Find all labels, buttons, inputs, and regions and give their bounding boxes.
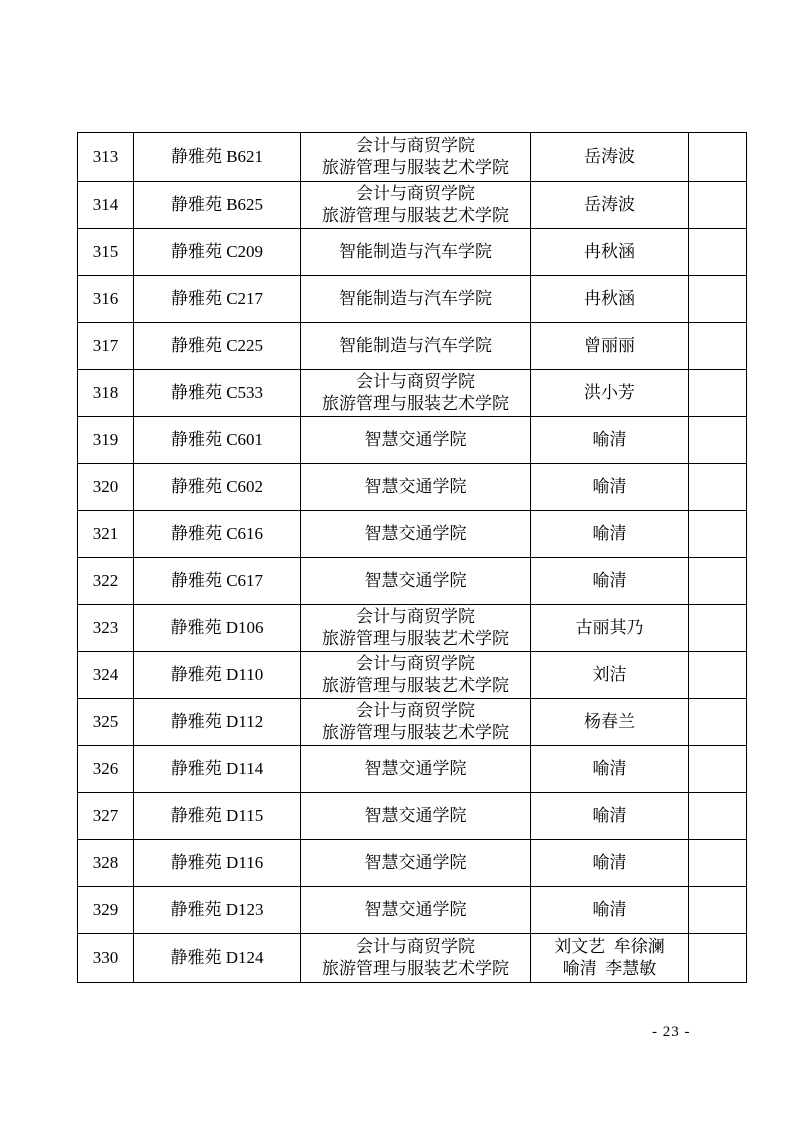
cell-remark [689, 229, 747, 276]
cell-college-line: 旅游管理与服装艺术学院 [322, 394, 509, 413]
cell-remark [689, 133, 747, 182]
table-row [78, 840, 747, 887]
table-row [78, 464, 747, 511]
cell-teacher [531, 840, 689, 887]
table-row [78, 699, 747, 746]
table-row [78, 511, 747, 558]
cell-college-line: 会计与商贸学院 [356, 607, 475, 626]
cell-teacher-line: 古丽其乃 [575, 618, 644, 637]
table-row [78, 229, 747, 276]
cell-remark [689, 699, 747, 746]
cell-number: 326 [78, 746, 134, 793]
cell-remark [689, 464, 747, 511]
cell-room: 静雅苑 B621 [134, 133, 301, 182]
cell-teacher-line: 刘洁 [592, 665, 627, 684]
cell-college [301, 323, 531, 370]
cell-college [301, 699, 531, 746]
cell-remark [689, 605, 747, 652]
cell-college-line: 会计与商贸学院 [356, 372, 475, 391]
cell-teacher-line: 岳涛波 [584, 195, 635, 214]
cell-teacher [531, 793, 689, 840]
cell-number: 320 [78, 464, 134, 511]
cell-teacher-line: 冉秋涵 [584, 242, 635, 261]
table-row [78, 133, 747, 182]
cell-college [301, 276, 531, 323]
table-row [78, 417, 747, 464]
cell-remark [689, 558, 747, 605]
cell-remark [689, 934, 747, 983]
cell-college-line: 智慧交通学院 [364, 806, 467, 825]
table-row [78, 370, 747, 417]
cell-teacher [531, 276, 689, 323]
cell-room: 静雅苑 D124 [134, 934, 301, 983]
cell-room: 静雅苑 C617 [134, 558, 301, 605]
cell-college-line: 智慧交通学院 [364, 571, 467, 590]
cell-remark [689, 511, 747, 558]
page-number: - 23 - [652, 1024, 691, 1040]
cell-room: 静雅苑 C217 [134, 276, 301, 323]
cell-room: 静雅苑 C533 [134, 370, 301, 417]
cell-teacher-line: 喻清 [592, 853, 627, 872]
cell-college-line: 旅游管理与服装艺术学院 [322, 158, 509, 177]
cell-teacher [531, 746, 689, 793]
cell-teacher-line: 喻清 [592, 524, 627, 543]
cell-room: 静雅苑 D115 [134, 793, 301, 840]
table-row [78, 182, 747, 229]
cell-remark [689, 417, 747, 464]
cell-college-line: 旅游管理与服装艺术学院 [322, 629, 509, 648]
cell-number: 315 [78, 229, 134, 276]
cell-number: 328 [78, 840, 134, 887]
cell-room: 静雅苑 D116 [134, 840, 301, 887]
cell-college [301, 133, 531, 182]
cell-number: 329 [78, 887, 134, 934]
cell-teacher-line: 喻清 [592, 759, 627, 778]
cell-room: 静雅苑 C225 [134, 323, 301, 370]
cell-college [301, 464, 531, 511]
cell-remark [689, 793, 747, 840]
cell-teacher [531, 417, 689, 464]
cell-college-line: 智能制造与汽车学院 [339, 242, 492, 261]
cell-college-line: 会计与商贸学院 [356, 184, 475, 203]
cell-number: 317 [78, 323, 134, 370]
cell-teacher-line: 岳涛波 [584, 147, 635, 166]
cell-college-line: 会计与商贸学院 [356, 654, 475, 673]
cell-teacher [531, 699, 689, 746]
cell-college [301, 370, 531, 417]
cell-teacher [531, 229, 689, 276]
cell-college-line: 智慧交通学院 [364, 430, 467, 449]
cell-college [301, 605, 531, 652]
cell-remark [689, 370, 747, 417]
cell-room: 静雅苑 D123 [134, 887, 301, 934]
cell-college [301, 558, 531, 605]
cell-college-line: 旅游管理与服装艺术学院 [322, 676, 509, 695]
cell-teacher [531, 558, 689, 605]
table-row [78, 605, 747, 652]
cell-teacher [531, 934, 689, 983]
cell-number: 314 [78, 182, 134, 229]
cell-teacher-line: 冉秋涵 [584, 289, 635, 308]
cell-remark [689, 652, 747, 699]
cell-college-line: 智慧交通学院 [364, 477, 467, 496]
cell-number: 323 [78, 605, 134, 652]
cell-teacher-line: 喻清 [592, 806, 627, 825]
cell-teacher [531, 652, 689, 699]
cell-remark [689, 840, 747, 887]
cell-college-line: 智慧交通学院 [364, 759, 467, 778]
cell-college-line: 会计与商贸学院 [356, 701, 475, 720]
cell-number: 327 [78, 793, 134, 840]
cell-college [301, 793, 531, 840]
cell-college-line: 智慧交通学院 [364, 853, 467, 872]
cell-teacher [531, 370, 689, 417]
table-row [78, 887, 747, 934]
cell-college-line: 智能制造与汽车学院 [339, 289, 492, 308]
cell-room: 静雅苑 D106 [134, 605, 301, 652]
cell-college [301, 746, 531, 793]
cell-remark [689, 276, 747, 323]
cell-teacher-line: 曾丽丽 [584, 336, 635, 355]
cell-teacher-line: 杨春兰 [584, 712, 635, 731]
cell-remark [689, 746, 747, 793]
cell-teacher-line: 洪小芳 [584, 383, 635, 402]
cell-teacher [531, 133, 689, 182]
cell-room: 静雅苑 B625 [134, 182, 301, 229]
cell-college-line: 旅游管理与服装艺术学院 [322, 959, 509, 978]
cell-number: 330 [78, 934, 134, 983]
cell-room: 静雅苑 C601 [134, 417, 301, 464]
cell-teacher [531, 182, 689, 229]
cell-remark [689, 887, 747, 934]
table-row [78, 793, 747, 840]
cell-number: 325 [78, 699, 134, 746]
cell-number: 324 [78, 652, 134, 699]
cell-remark [689, 182, 747, 229]
cell-teacher-line: 喻清 李慧敏 [562, 959, 657, 978]
cell-teacher [531, 511, 689, 558]
table-row [78, 934, 747, 983]
cell-teacher-line: 喻清 [592, 571, 627, 590]
cell-college-line: 旅游管理与服装艺术学院 [322, 723, 509, 742]
cell-college-line: 会计与商贸学院 [356, 136, 475, 155]
cell-college [301, 182, 531, 229]
cell-college [301, 887, 531, 934]
cell-teacher-line: 喻清 [592, 900, 627, 919]
cell-teacher [531, 887, 689, 934]
cell-college [301, 417, 531, 464]
cell-college-line: 智慧交通学院 [364, 524, 467, 543]
cell-room: 静雅苑 D112 [134, 699, 301, 746]
cell-room: 静雅苑 C209 [134, 229, 301, 276]
cell-college [301, 934, 531, 983]
cell-college-line: 旅游管理与服装艺术学院 [322, 206, 509, 225]
cell-room: 静雅苑 D110 [134, 652, 301, 699]
cell-college [301, 652, 531, 699]
cell-room: 静雅苑 D114 [134, 746, 301, 793]
dormitory-table [77, 132, 747, 983]
cell-number: 322 [78, 558, 134, 605]
cell-room: 静雅苑 C616 [134, 511, 301, 558]
cell-teacher [531, 323, 689, 370]
cell-teacher [531, 464, 689, 511]
cell-college [301, 229, 531, 276]
table-row [78, 746, 747, 793]
cell-remark [689, 323, 747, 370]
cell-college-line: 智能制造与汽车学院 [339, 336, 492, 355]
cell-college-line: 会计与商贸学院 [356, 937, 475, 956]
cell-room: 静雅苑 C602 [134, 464, 301, 511]
cell-teacher-line: 喻清 [592, 477, 627, 496]
table-row [78, 276, 747, 323]
cell-teacher [531, 605, 689, 652]
cell-college-line: 智慧交通学院 [364, 900, 467, 919]
cell-college [301, 840, 531, 887]
cell-number: 321 [78, 511, 134, 558]
cell-college [301, 511, 531, 558]
cell-teacher-line: 刘文艺 牟徐澜 [554, 937, 665, 956]
table-body [78, 133, 747, 983]
table-row [78, 652, 747, 699]
table-row [78, 558, 747, 605]
cell-number: 316 [78, 276, 134, 323]
table-row [78, 323, 747, 370]
cell-number: 318 [78, 370, 134, 417]
cell-number: 319 [78, 417, 134, 464]
cell-teacher-line: 喻清 [592, 430, 627, 449]
cell-number: 313 [78, 133, 134, 182]
